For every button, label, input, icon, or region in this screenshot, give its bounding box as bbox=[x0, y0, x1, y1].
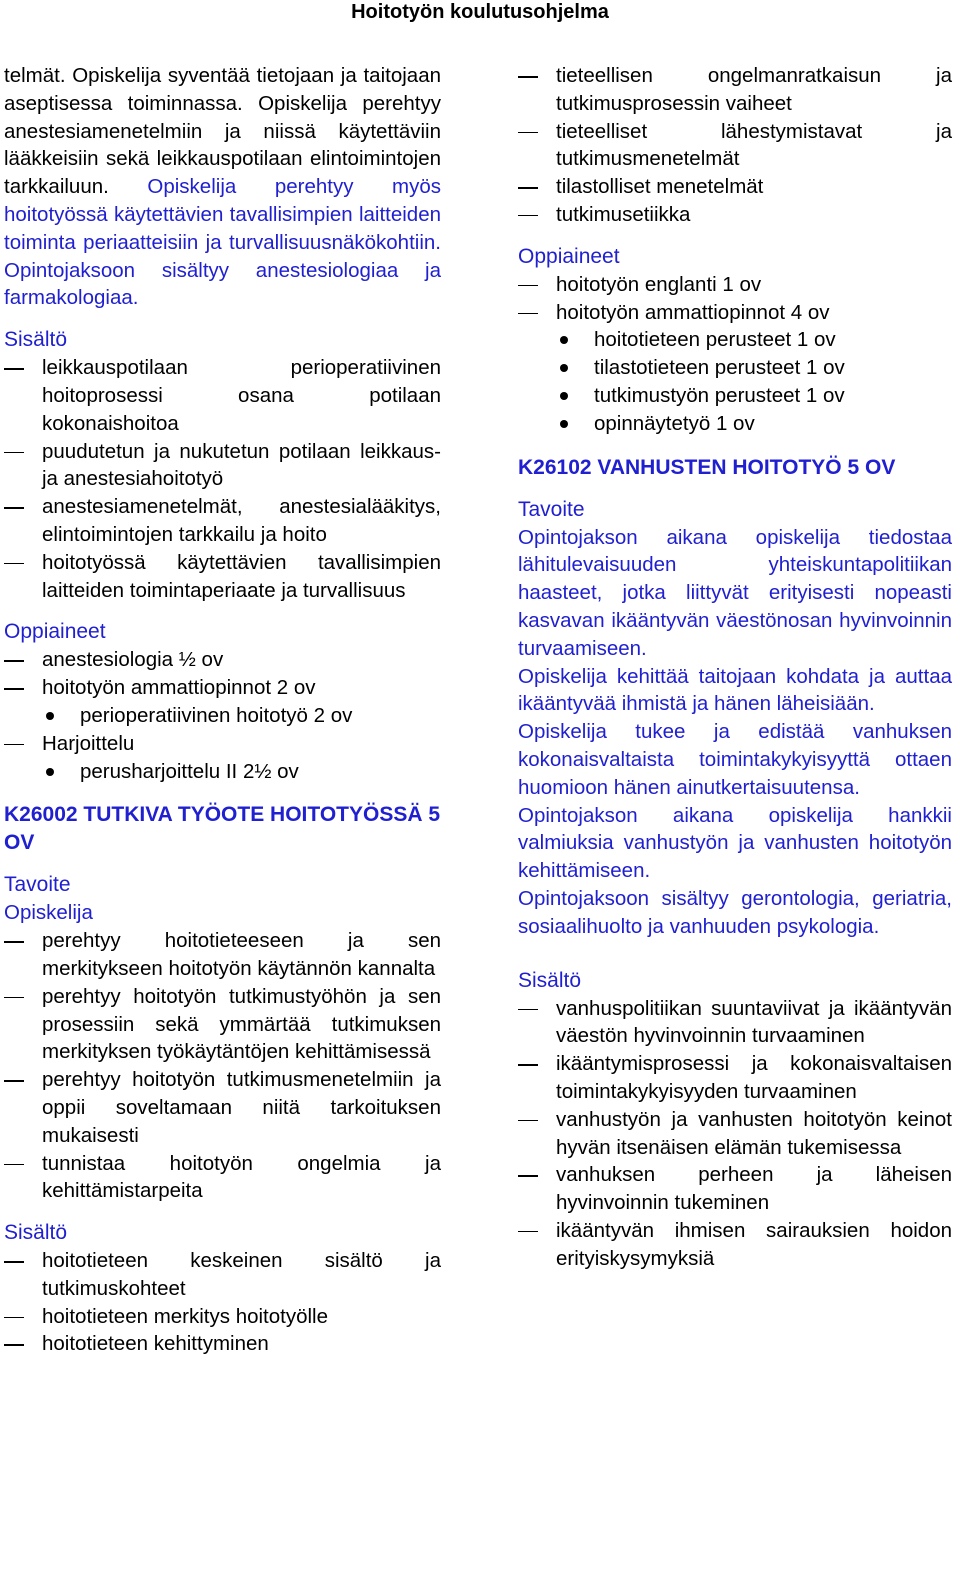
tavoite-paragraph: Opintojaksoon sisältyy gerontologia, geriatria, sosiaalihuolto ja vanhuuden psykologia. bbox=[518, 886, 952, 938]
list-item-bullet: hoitotieteen perusteet 1 ov bbox=[518, 326, 952, 354]
list-item: leikkauspotilaan perioperatiivinen hoitoprosessi osana potilaan kokonaishoitoa bbox=[4, 354, 441, 437]
right-column bbox=[518, 62, 952, 1272]
list-item: perehtyy hoitotyön tutkimusmenetelmiin ja oppii soveltamaan niitä tarkoituksen mukaisesti bbox=[4, 1066, 441, 1149]
list-item: ikääntymisprosessi ja kokonaisvaltaisen toimintakykyisyyden turvaaminen bbox=[518, 1050, 952, 1106]
list-item: tunnistaa hoitotyön ongelmia ja kehittämistarpeita bbox=[4, 1150, 441, 1206]
list-item: hoitotyön ammattiopinnot 2 ov bbox=[4, 674, 441, 702]
tavoite-paragraph: Opintojakson aikana opiskelija hankkii valmiuksia vanhustyön ja vanhusten hoitotyön kehittämiseen. bbox=[518, 803, 952, 883]
course-title: K26102 VANHUSTEN HOITOTYÖ 5 OV bbox=[518, 455, 896, 479]
list-item: tutkimusetiikka bbox=[518, 201, 952, 229]
list-item-bullet: perioperatiivinen hoitotyö 2 ov bbox=[4, 702, 441, 730]
sisalto-2-list bbox=[4, 1247, 441, 1358]
list-item: hoitotyössä käytettävien tavallisimpien laitteiden toimintaperiaate ja turvallisuus bbox=[4, 549, 441, 605]
list-item: hoitotieteen kehittyminen bbox=[4, 1330, 441, 1358]
intro-text-part-blue: Opiskelija perehtyy myös hoitotyössä käytettävien tavallisimpien laitteiden toiminta periaatteisiin ja turvallisuusnäkökohtiin. Opintojaksoon sisältyy anestesiologiaa ja farmakologiaa. bbox=[4, 175, 441, 310]
list-item: Harjoittelu bbox=[4, 730, 441, 758]
list-item: perehtyy hoitotyön tutkimustyöhön ja sen prosessiin sekä ymmärtää tutkimuksen merkityksen työkäytäntöjen kehittämisessä bbox=[4, 983, 441, 1066]
tavoite-list bbox=[4, 927, 441, 1205]
list-item-bullet: tilastotieteen perusteet 1 ov bbox=[518, 354, 952, 382]
list-item: vanhuksen perheen ja läheisen hyvinvoinnin tukeminen bbox=[518, 1161, 952, 1217]
list-item: anestesiologia ½ ov bbox=[4, 646, 441, 674]
tavoite-paragraph: Opiskelija kehittää taitojaan kohdata ja auttaa ikääntyvää ihmistä ja hänen läheisiään. bbox=[518, 664, 952, 716]
tavoite-lead: Opiskelija bbox=[4, 901, 93, 925]
list-item: perehtyy hoitotieteeseen ja sen merkitykseen hoitotyön käytännön kannalta bbox=[4, 927, 441, 983]
list-item: tieteellisen ongelmanratkaisun ja tutkimusprosessin vaiheet bbox=[518, 62, 952, 118]
list-item: hoitotieteen keskeinen sisältö ja tutkimuskohteet bbox=[4, 1247, 441, 1303]
list-item-bullet: perusharjoittelu II 2½ ov bbox=[4, 758, 441, 786]
list-item: hoitotyön ammattiopinnot 4 ov bbox=[518, 299, 952, 327]
tavoite-paragraph: Opintojakson aikana opiskelija tiedostaa lähitulevaisuuden yhteiskuntapolitiikan haasteet, jotka liittyvät erityisesti nopeasti kasvavan ikääntyvän väestönosan hyvinvoinnin turvaamiseen. bbox=[518, 525, 952, 660]
section-heading-sisalto: Sisältö bbox=[518, 968, 582, 992]
tavoite-paragraph: Opiskelija tukee ja edistää vanhuksen kokonaisvaltaista toimintakykyisyyttä ottaen huomioon hänen ainutkertaisuutensa. bbox=[518, 720, 952, 799]
list-item-bullet: opinnäytetyö 1 ov bbox=[518, 410, 952, 438]
list-item: vanhustyön ja vanhusten hoitotyön keinot hyvän itsenäisen elämän tukemisessa bbox=[518, 1106, 952, 1162]
page-header: Hoitotyön koulutusohjelma bbox=[351, 1, 609, 23]
section-heading-tavoite: Tavoite bbox=[518, 497, 585, 521]
course-title: K26002 TUTKIVA TYÖOTE HOITOTYÖSSÄ 5 OV bbox=[4, 803, 441, 855]
section-heading-oppiaineet: Oppiaineet bbox=[4, 620, 106, 644]
oppiaineet-list bbox=[4, 646, 441, 785]
list-item: hoitotieteen merkitys hoitotyölle bbox=[4, 1303, 441, 1331]
sisalto-list bbox=[518, 995, 952, 1273]
section-heading-oppiaineet: Oppiaineet bbox=[518, 244, 620, 268]
list-item: tilastolliset menetelmät bbox=[518, 173, 952, 201]
oppiaineet-list bbox=[518, 271, 952, 438]
list-item-bullet: tutkimustyön perusteet 1 ov bbox=[518, 382, 952, 410]
intro-paragraph bbox=[4, 62, 441, 312]
section-heading-tavoite: Tavoite bbox=[4, 873, 71, 897]
list-item: tieteelliset lähestymistavat ja tutkimusmenetelmät bbox=[518, 118, 952, 174]
list-item: vanhuspolitiikan suuntaviivat ja ikääntyvän väestön hyvinvoinnin turvaaminen bbox=[518, 995, 952, 1051]
continued-list bbox=[518, 62, 952, 229]
list-item: ikääntyvän ihmisen sairauksien hoidon erityiskysymyksiä bbox=[518, 1217, 952, 1273]
list-item: anestesiamenetelmät, anestesialääkitys, elintoimintojen tarkkailu ja hoito bbox=[4, 493, 441, 549]
list-item: puudutetun ja nukutetun potilaan leikkaus- ja anestesiahoitotyö bbox=[4, 438, 441, 494]
list-item: hoitotyön englanti 1 ov bbox=[518, 271, 952, 299]
left-column bbox=[4, 62, 441, 1358]
intro-text-part: telmät. Opiskelija syventää tietojaan ja taitojaan aseptisessa toiminnassa. Opiskelija perehtyy anestesiamenetelmiin ja niissä käytettäviin lääkkeisiin sekä leikkauspotilaan elintoimintojen tarkkailuun. bbox=[4, 64, 441, 199]
section-heading-sisalto: Sisältö bbox=[4, 328, 68, 352]
section-heading-sisalto-2: Sisältö bbox=[4, 1221, 68, 1245]
sisalto-list bbox=[4, 354, 441, 604]
